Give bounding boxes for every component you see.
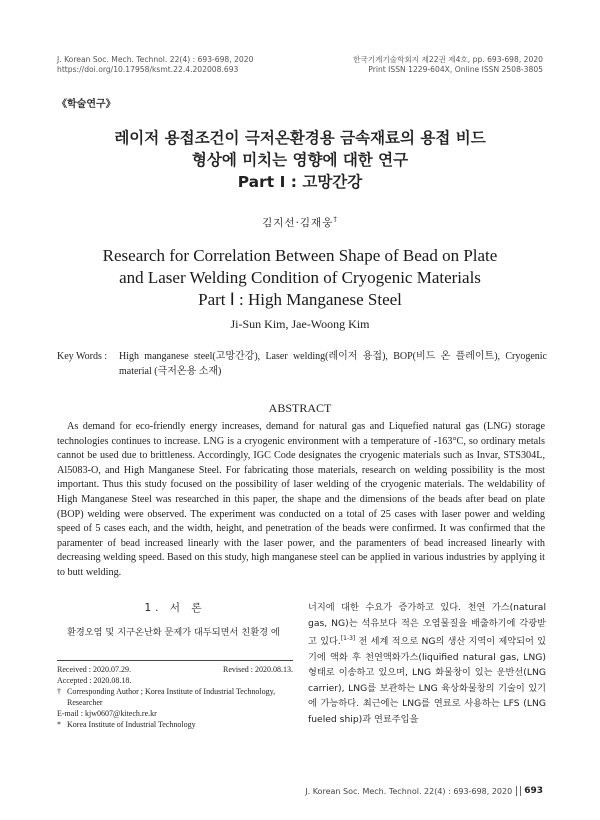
affiliation-note [57,719,293,730]
abstract-heading: ABSTRACT [268,401,332,415]
keywords-text: High manganese steel(고망간강), Laser welding(레이저 용접), BOP(비드 온 플레이트), Cryogenic material (극저온용 소재) [119,351,547,377]
section-heading-introduction: 1. 서 론 [144,602,206,614]
journal-citation: J. Korean Soc. Mech. Technol. 22(4) : 693-698, 2020 [57,55,254,64]
affiliation-text: Korea Institute of Industrial Technology [67,720,196,729]
corresponding-author-text: Corresponding Author ; Korea Institute of Industrial Technology, Researcher [67,687,276,707]
right-column [308,600,546,727]
intro-text-right-part-1: 너지에 대한 수요가 증가하고 있다. 천연 가스(natural gas, NG)는 석유보다 적은 오염물질을 배출하기에 각광받고 있다. [308,602,546,648]
page-footer [305,786,543,796]
revised-date: Revised : 2020.08.13. [223,665,293,674]
running-header-left [57,55,253,75]
article-category: 《학술연구》 [57,99,116,110]
accepted-date: Accepted : 2020.08.18. [57,676,132,685]
received-date: Received : 2020.07.29. [57,665,131,674]
left-column [57,600,293,640]
date-row [57,664,293,675]
abstract-text: As demand for eco-friendly energy increases, demand for natural gas and Liquefied natural gas (LNG) storage technologies continues to increase. LNG is a cryogenic environment with a temperature of -163°C, so ordinary metals cannot be used due to brittleness. Accordingly, IGC Code designates the cryogenic materials such as Invar, STS304L, Al5083-O, and High Manganese Steel. For fabricating those materials, research on welding possibility is the most important. Thus this study focused on the possibility of laser welding of the cryogenic materials. The weldability of High Manganese Steel was researched in this paper, the shape and the dimensions of the beads after bead on plate (BOP) welding were observed. The experiment was conducted on a total of 25 cases with laser power and welding speed of 5 cases each, and the width, height, and penetration of the beads were confirmed. It was confirmed that the paramenter of bead increased linearly with the laser power, and the paramenters of bead increased linearly with decreasing welding speed. Based on this study, high manganese steel can be applied in various industries by applying it to butt welding. [57,421,545,578]
doi-link[interactable]: https://doi.org/10.17958/ksmt.22.4.202008.693 [57,65,239,74]
corresponding-author-note [57,686,293,708]
journal-citation-korean: 한국기계기술학회지 제22권 제4호, pp. 693-698, 2020 [353,55,543,64]
issn-info: Print ISSN 1229-604X, Online ISSN 2508-3805 [368,65,543,74]
korean-authors [0,215,600,230]
page-number: 693 [524,786,543,796]
star-mark: * [57,720,61,729]
dagger-mark: † [57,687,61,696]
corresponding-author-mark: † [333,215,338,224]
intro-text-left: 환경오염 및 지구온난화 문제가 대두되면서 친환경 에 [67,627,280,638]
footnotes [57,664,293,730]
korean-title [0,127,600,193]
korean-title-line-2: 형상에 미치는 영향에 대한 연구 [191,151,409,169]
email-line[interactable]: E-mail : kjw0607@kitech.re.kr [57,709,157,718]
english-authors: Ji-Sun Kim, Jae-Woong Kim [230,317,370,331]
footer-divider [516,786,517,796]
english-title-line-2: and Laser Welding Condition of Cryogenic Materials [119,268,481,287]
keywords-block [57,349,547,379]
citation-reference: [1-3] [340,635,356,642]
footnote-divider [57,660,293,661]
intro-text-right [308,600,546,727]
english-title-line-1: Research for Correlation Between Shape of Bead on Plate [102,246,498,265]
footer-divider [520,786,521,796]
running-header-right [353,55,543,75]
korean-author-names: 김지선·김재웅 [262,217,334,229]
english-title-line-3: Part Ⅰ : High Manganese Steel [198,290,402,309]
keywords-label: Key Words : [57,351,108,362]
korean-title-line-1: 레이저 용접조건이 극저온환경용 금속재료의 용접 비드 [114,129,486,147]
english-title [0,245,600,311]
intro-text-right-part-2: 전 세계 적으로 NG의 생산 지역이 제약되어 있기에 액화 후 천연액화가스(liquified natural gas, LNG) 형태로 이송하고 있으며, LNG 화물창이 있는 운반선(LNG carrier), LNG를 보관하는 LNG 육상화물창의 기술이 있기에 가능하다. 최근에는 LNG를 연료로 사용하는 LFS (LNG fueled ship)과 연료주입을 [308,636,546,725]
korean-title-line-3: Part Ⅰ : 고망간강 [237,173,363,191]
footer-citation: J. Korean Soc. Mech. Technol. 22(4) : 693-698, 2020 [305,786,513,796]
